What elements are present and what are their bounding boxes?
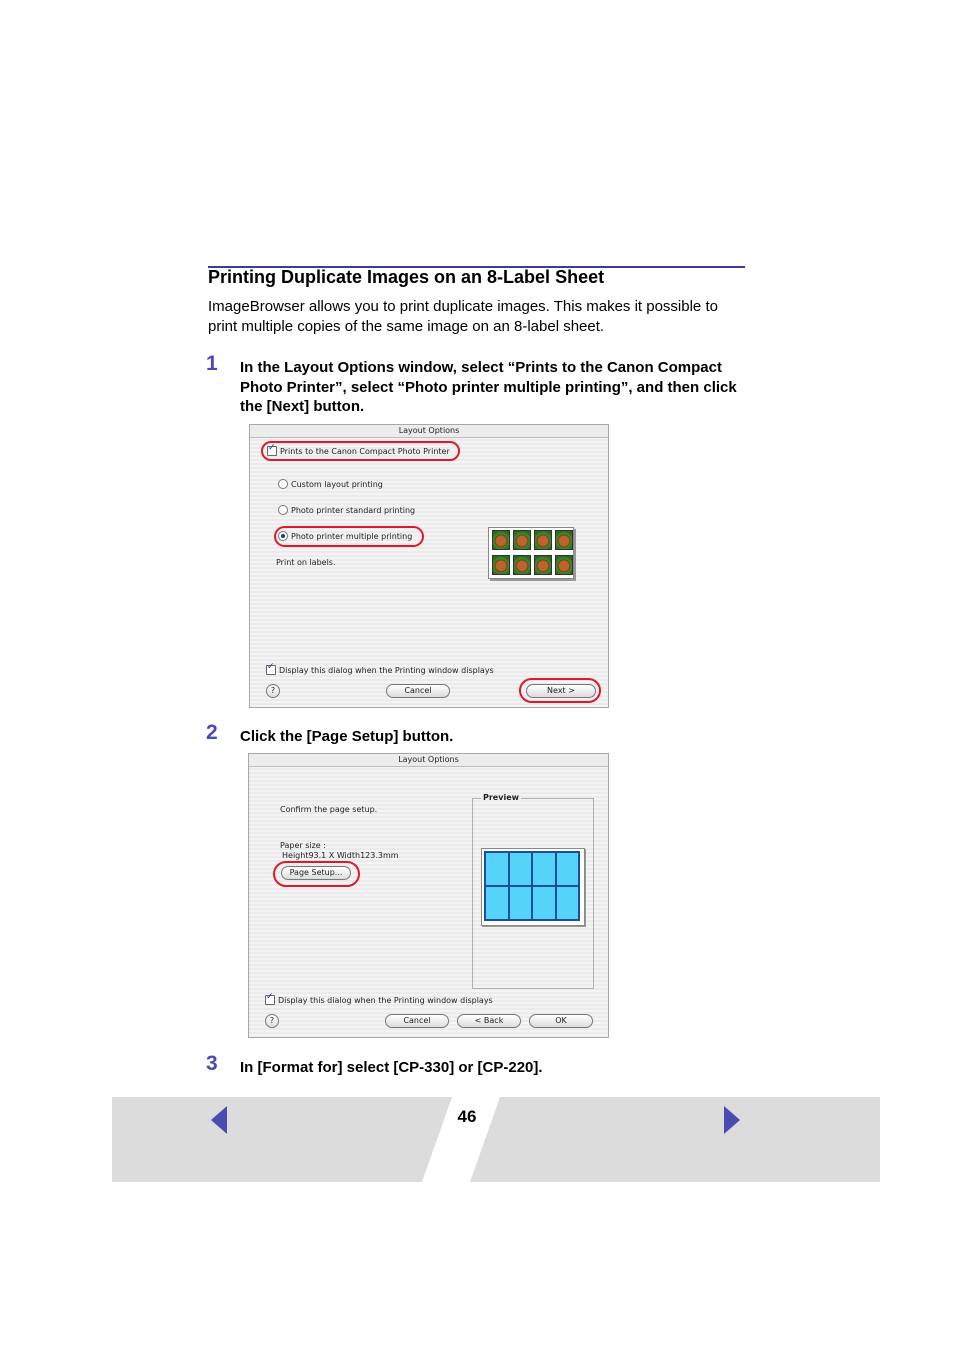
dialog-title: Layout Options <box>250 425 608 438</box>
help-button[interactable]: ? <box>266 684 280 698</box>
preview-label: Preview <box>483 793 520 802</box>
page-setup-button[interactable]: Page Setup... <box>281 866 351 880</box>
custom-layout-label: Custom layout printing <box>291 479 383 489</box>
step-3-text: In [Format for] select [CP-330] or [CP-220]. <box>240 1059 543 1076</box>
paper-size-caption: Paper size : <box>280 841 326 850</box>
display-dialog-label: Display this dialog when the Printing window displays <box>278 995 493 1005</box>
paper-size-dimensions: Height93.1 X Width123.3mm <box>282 851 399 860</box>
section-title: Printing Duplicate Images on an 8-Label Sheet <box>208 267 605 287</box>
page-number: 46 <box>457 1107 477 1126</box>
step-3-number: 3 <box>206 1052 218 1075</box>
step-1-text: In the Layout Options window, select “Prints to the Canon Compact Photo Printer”, select “Photo printer multiple printing”, and then click the [Next] button. <box>240 359 737 415</box>
display-dialog-label: Display this dialog when the Printing window displays <box>279 665 494 675</box>
cancel-button[interactable]: Cancel <box>386 684 450 698</box>
step-2-text: Click the [Page Setup] button. <box>240 728 454 745</box>
step-2-number: 2 <box>206 721 218 744</box>
intro-paragraph: ImageBrowser allows you to print duplicate images. This makes it possible to print multiple copies of the same image on an 8-label sheet. <box>208 298 718 335</box>
step-1-number: 1 <box>206 352 218 375</box>
back-button[interactable]: < Back <box>457 1014 521 1028</box>
multiple-printing-label: Photo printer multiple printing <box>291 531 413 541</box>
cancel-button[interactable]: Cancel <box>385 1014 449 1028</box>
next-button[interactable]: Next > <box>526 684 596 698</box>
ok-button[interactable]: OK <box>529 1014 593 1028</box>
prints-to-printer-label: Prints to the Canon Compact Photo Printer <box>280 446 450 456</box>
next-page-area[interactable] <box>470 1097 880 1182</box>
prev-page-area[interactable] <box>112 1097 452 1182</box>
standard-printing-label: Photo printer standard printing <box>291 505 416 515</box>
help-button[interactable]: ? <box>265 1014 279 1028</box>
print-on-labels-label: Print on labels. <box>276 558 336 567</box>
confirm-label: Confirm the page setup. <box>280 805 378 814</box>
dialog-title: Layout Options <box>249 754 608 767</box>
